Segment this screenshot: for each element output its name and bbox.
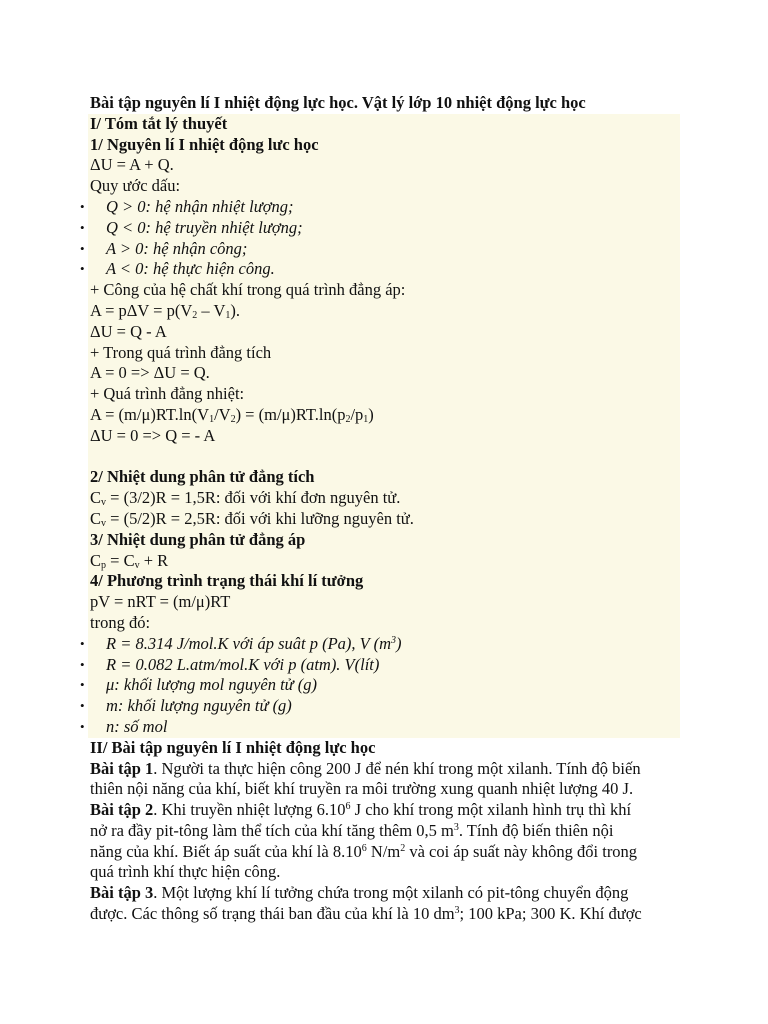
sign-item: • A > 0: hệ nhận công;	[90, 239, 680, 260]
sub4-heading: 4/ Phương trình trạng thái khí lí tưởng	[90, 571, 364, 591]
theory-summary-block	[88, 114, 680, 738]
cv-monatomic: $C_v = (3/2)R = 1,5R$: đối với khí đơn nguyên tử.	[90, 488, 401, 509]
isothermal-work-formula: $A = (m/\mu)RT.\ln(V_1/V_2) = (m/\mu)RT.\ln(p_2/p_1)$	[90, 404, 374, 425]
document-content	[90, 93, 690, 925]
isochoric-formula: A = 0 => ΔU = Q.	[90, 363, 210, 383]
sign-item: • Q < 0: hệ truyền nhiệt lượng;	[90, 218, 680, 239]
exercise-text: thiên nội năng của khí, biết khí truyền ra môi trường xung quanh nhiệt lượng 40 J.	[90, 779, 634, 799]
exercise-text: . Một lượng khí lí tưởng chứa trong một xilanh có pit-tông chuyển động	[153, 883, 629, 903]
exercise-label: Bài tập 2	[90, 800, 154, 820]
section1-heading: I/ Tóm tắt lý thuyết	[90, 113, 228, 133]
exercise-label: Bài tập 3	[90, 883, 154, 903]
isothermal-du-formula: ΔU = 0 => Q = - A	[90, 425, 216, 445]
cp-formula: $C_p = C_v + R$	[90, 550, 169, 571]
definition-item: • μ: khối lượng mol nguyên tử (g)	[90, 675, 680, 696]
sign-item: • Q > 0: hệ nhận nhiệt lượng;	[90, 197, 680, 218]
definition-item: • m: khối lượng nguyên tử (g)	[90, 696, 680, 717]
isothermal-intro: + Quá trình đẳng nhiệt:	[90, 384, 245, 404]
sub1-heading: 1/ Nguyên lí I nhiệt động lưc học	[90, 134, 319, 154]
exercise-1	[90, 759, 690, 801]
exercise-text: nở ra đầy pit-tông làm thể tích của khí tăng thêm 0,5 $m^3$. Tính độ biến thiên nội	[90, 820, 614, 840]
isobaric-du-formula: ΔU = Q - A	[90, 321, 167, 341]
definition-item: • R = 0.082 L.atm/mol.K với p (atm). V(lít)	[90, 655, 680, 676]
sub2-heading: 2/ Nhiệt dung phân tử đẳng tích	[90, 467, 315, 487]
exercise-label: Bài tập 1	[90, 758, 154, 778]
isochoric-intro: + Trong quá trình đẳng tích	[90, 342, 272, 362]
exercise-3	[90, 883, 690, 925]
ideal-gas-formula: pV = nRT = (m/μ)RT	[90, 592, 231, 612]
exercise-2: Bài tập 2. Khi truyền nhiệt lượng 6.10$^6$ J cho khí trong một xilanh hình trụ thì khí nở ra đầy pit-tông làm thể tích của khí tăng thêm 0,5 $m^3$. Tính độ biến thiên nội năng của khí. Biết áp suất của khí là 8.10$^6$ $N/m^2$ và coi áp suất này không đổi trong quá trình khí thực hiện công.	[90, 800, 690, 883]
sign-convention-intro: Quy ước dấu:	[90, 176, 181, 196]
cv-diatomic: $C_v = (5/2)R = 2,5R$: đối với khi lưỡng nguyên tử.	[90, 508, 414, 529]
exercise-text: được. Các thông số trạng thái ban đầu của khí là 10 $dm^3$; 100 kPa; 300 K. Khí được	[90, 904, 642, 924]
definition-item: • n: số mol	[90, 717, 680, 738]
exercise-text: quá trình khí thực hiện công.	[90, 862, 281, 882]
first-law-formula: ΔU = A + Q.	[90, 155, 174, 175]
sign-item: • A < 0: hệ thực hiện công.	[90, 259, 680, 280]
section2-heading: II/ Bài tập nguyên lí I nhiệt động lực học	[90, 737, 376, 757]
isobaric-work-formula: $A = p\Delta V = p(V_2 - V_1)$.	[90, 300, 241, 321]
where-label: trong đó:	[90, 612, 151, 632]
exercise-text: . Người ta thực hiện công 200 J để nén khí trong một xilanh. Tính độ biến	[153, 758, 641, 778]
exercise-text: năng của khí. Biết áp suất của khí là 8.10$^6$ $N/m^2$ và coi áp suất này không đổi trong	[90, 841, 638, 861]
isobaric-intro: + Công của hệ chất khí trong quá trình đẳng áp:	[90, 280, 406, 300]
sub3-heading: 3/ Nhiệt dung phân tử đẳng áp	[90, 529, 306, 549]
definition-item: • R = 8.314 J/mol.K với áp suât p (Pa), V $(m^3)$	[90, 634, 680, 655]
blank-line	[90, 447, 680, 468]
document-title: Bài tập nguyên lí I nhiệt động lực học. Vật lý lớp 10 nhiệt động lực học	[90, 93, 586, 112]
